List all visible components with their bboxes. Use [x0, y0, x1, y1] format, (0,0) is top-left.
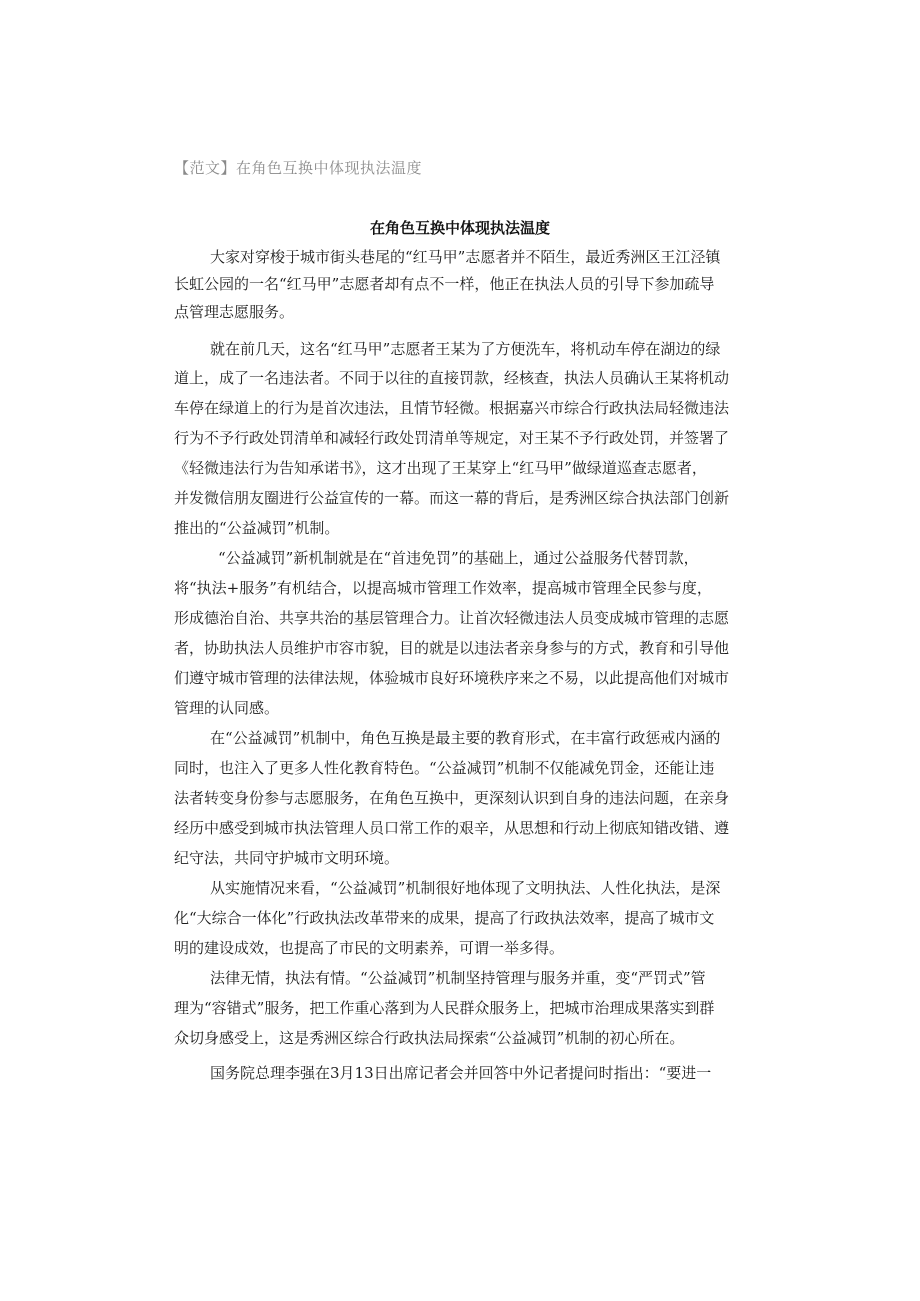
body-line: 从实施情况来看，“公益减罚”机制很好地体现了文明执法、人性化执法，是深 — [210, 879, 721, 897]
body-line: 形成德治自治、共享共治的基层管理合力。让首次轻微违法人员变成城市管理的志愿 — [174, 609, 730, 627]
body-line: 明的建设成效，也提高了市民的文明素养，可谓一举多得。 — [174, 939, 565, 957]
body-line: 法律无情，执法有情。“公益减罚”机制坚持管理与服务并重，变“严罚式”管 — [210, 969, 706, 987]
body-line: 大家对穿梭于城市街头巷尾的“红马甲”志愿者并不陌生，最近秀洲区王江泾镇 — [210, 248, 721, 266]
body-line: 化“大综合一体化”行政执法改革带来的成果，提高了行政执法效率，提高了城市文 — [174, 909, 715, 927]
body-line: 点管理志愿服务。 — [174, 303, 295, 321]
body-line: 经历中感受到城市执法管理人员口常工作的艰辛，从思想和行动上彻底知错改错、遵 — [174, 819, 730, 837]
body-line: 众切身感受上，这是秀洲区综合行政执法局探索“公益减罚”机制的初心所在。 — [174, 1029, 685, 1047]
body-line: 同时，也注入了更多人性化教育特色。“公益减罚”机制不仅能减免罚金，还能让违 — [174, 759, 715, 777]
body-line: 法者转变身份参与志愿服务，在角色互换中，更深刻认识到自身的违法问题，在亲身 — [174, 789, 730, 807]
document-header: 【范文】在角色互换中体现执法温度 — [174, 159, 423, 177]
body-line: 们遵守城市管理的法律法规，体验城市良好环境秩序来之不易，以此提高他们对城市 — [174, 669, 730, 687]
article-title: 在角色互换中体现执法温度 — [369, 219, 550, 237]
body-line: 纪守法，共同守护城市文明环境。 — [174, 849, 400, 867]
body-line: 长虹公园的一名“红马甲”志愿者却有点不一样，他正在执法人员的引导下参加疏导 — [174, 275, 715, 293]
body-line: 管理的认同感。 — [174, 699, 280, 717]
body-line: 将“执法+服务”有机结合，以提高城市管理工作效率，提高城市管理全民参与度， — [174, 579, 712, 597]
body-line: 就在前几天，这名“红马甲”志愿者王某为了方便洗车，将机动车停在湖边的绿 — [210, 340, 721, 358]
body-line: 者，协助执法人员维护市容市貌，目的就是以违法者亲身参与的方式，教育和引导他 — [174, 639, 730, 657]
body-line: 车停在绿道上的行为是首次违法，且情节轻微。根据嘉兴市综合行政执法局轻微违法 — [174, 399, 730, 417]
body-line: 推出的“公益减罚”机制。 — [174, 519, 340, 537]
body-line: 国务院总理李强在3月13日出席记者会并回答中外记者提问时指出：“要进一 — [210, 1064, 712, 1082]
body-line: “公益减罚”新机制就是在“首违免罚”的基础上，通过公益服务代替罚款， — [218, 549, 699, 567]
body-line: 道上，成了一名违法者。不同于以往的直接罚款，经核查，执法人员确认王某将机动 — [174, 369, 730, 387]
body-line: 在“公益减罚”机制中，角色互换是最主要的教育形式，在丰富行政惩戒内涵的 — [210, 729, 721, 747]
body-line: 行为不予行政处罚清单和减轻行政处罚清单等规定，对王某不予行政处罚，并签署了 — [174, 429, 730, 447]
body-line: 理为“容错式”服务，把工作重心落到为人民群众服务上，把城市治理成果落实到群 — [174, 999, 715, 1017]
body-line: 《轻微违法行为告知承诺书》，这才出现了王某穿上“红马甲”做绿道巡查志愿者， — [174, 459, 707, 477]
body-line: 并发微信朋友圈进行公益宣传的一幕。而这一幕的背后，是秀洲区综合执法部门创新 — [174, 489, 730, 507]
